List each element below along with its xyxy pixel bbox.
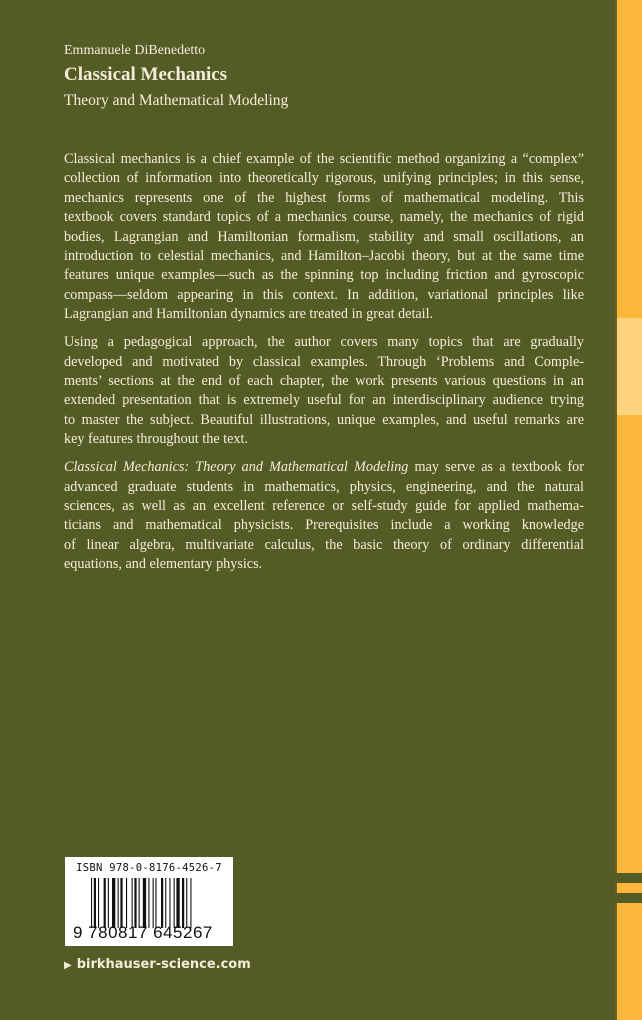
arrow-right-icon: ▶ — [64, 960, 72, 971]
blurb-line: developed and motivated by classical examples. Through ‘Problems and Comple- — [64, 353, 584, 370]
barcode-bar — [165, 878, 166, 928]
barcode-bar — [148, 878, 149, 928]
blurb-paragraph-1 — [64, 150, 584, 325]
spine-band — [615, 873, 642, 883]
blurb-line: ticians and mathematical physicists. Prerequisites include a working knowledge — [64, 517, 584, 534]
blurb-line: collection of information into theoretically rigorous, unifying principles; in this sense, — [64, 170, 584, 187]
barcode-bar — [94, 878, 96, 928]
blurb-line: key features throughout the text. — [64, 431, 248, 448]
barcode-bar — [118, 878, 119, 928]
blurb-line: extended presentation that is extremely useful for an interdisciplinary audience trying — [64, 392, 584, 409]
blurb-line: features unique examples—such as the spinning top including friction and gyroscopic — [64, 267, 584, 284]
publisher-website[interactable] — [64, 957, 251, 972]
barcode-bar — [126, 878, 127, 928]
barcode-bars — [91, 878, 215, 928]
blurb-line: to master the subject. Beautiful illustrations, unique examples, and useful remarks are — [64, 411, 584, 428]
barcode-bar — [174, 878, 175, 928]
blurb-line — [64, 458, 584, 477]
website-url: birkhauser-science.com — [76, 957, 251, 972]
barcode-bar — [91, 878, 92, 928]
blurb-line: equations, and elementary physics. — [64, 556, 263, 573]
blurb-line: Using a pedagogical approach, the author covers many topics that are gradually — [64, 334, 584, 351]
barcode-bar — [153, 878, 154, 928]
blurb-paragraph-2 — [64, 333, 584, 449]
barcode-bar — [120, 878, 122, 928]
blurb-line: textbook covers standard topics of a mechanics course, namely, the mechanics of rigid — [64, 209, 584, 226]
barcode-bar — [182, 878, 184, 928]
barcode-digits: 9 780817 645267 — [73, 923, 213, 942]
blurb-line: bodies, Lagrangian and Hamiltonian formalism, stability and small oscillations, an — [64, 228, 584, 245]
barcode-bar — [186, 878, 187, 928]
barcode-bar — [176, 878, 179, 928]
book-subtitle: Theory and Mathematical Modeling — [64, 92, 289, 109]
blurb-line: Lagrangian and Hamiltonian dynamics are treated in great detail. — [64, 306, 434, 323]
barcode-bar — [132, 878, 133, 928]
blurb-line: sciences, as well as an excellent reference or self-study guide for applied mathema- — [64, 497, 584, 514]
barcode-bar — [155, 878, 156, 928]
blurb-line-text: may serve as a textbook for — [408, 459, 584, 476]
barcode-bar — [139, 878, 140, 928]
spine-accent-highlight — [617, 318, 642, 415]
barcode-bar — [104, 878, 106, 928]
barcode-bar — [169, 878, 170, 928]
blurb — [64, 150, 584, 583]
spine-band — [615, 893, 642, 903]
book-title-italic: Classical Mechanics: Theory and Mathematical Modeling — [64, 459, 409, 476]
barcode-bar — [112, 878, 115, 928]
blurb-line: Classical mechanics is a chief example of the scientific method organizing a “complex” — [64, 151, 584, 167]
barcode-bar — [134, 878, 136, 928]
barcode-bar — [108, 878, 109, 928]
book-title: Classical Mechanics — [64, 64, 228, 85]
isbn-label: ISBN 978-0-8176-4526-7 — [76, 862, 222, 874]
blurb-line: ments’ sections at the end of each chapter, the work presents various questions in an — [64, 372, 584, 389]
blurb-paragraph-3 — [64, 458, 584, 574]
barcode-bar — [190, 878, 191, 928]
blurb-line: of linear algebra, multivariate calculus, the basic theory of ordinary differential — [64, 536, 584, 553]
author-name: Emmanuele DiBenedetto — [64, 43, 206, 58]
blurb-line: mechanics represents one of the highest forms of mathematical modeling. This — [64, 189, 584, 206]
barcode-bar — [98, 878, 99, 928]
blurb-line: compass—seldom appearing in this context. In addition, variational principles like — [64, 286, 584, 303]
barcode-bar — [143, 878, 146, 928]
isbn-barcode — [65, 857, 233, 946]
barcode-bar — [161, 878, 163, 928]
blurb-line: introduction to celestial mechanics, and Hamilton–Jacobi theory, but at the same time — [64, 248, 584, 265]
spine-accent-strip — [615, 0, 642, 1020]
blurb-line: advanced graduate students in mathematics, physics, engineering, and the natural — [64, 478, 584, 495]
